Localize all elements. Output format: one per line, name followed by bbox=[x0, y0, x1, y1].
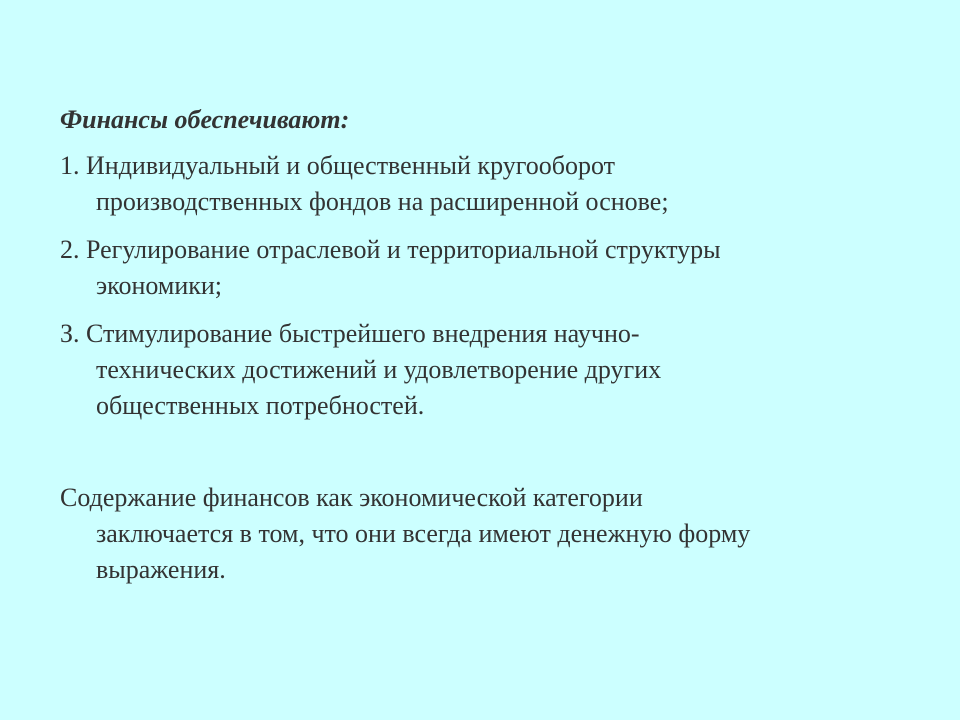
conclusion-line-1: Содержание финансов как экономической категории bbox=[60, 483, 643, 512]
list-item-2-line-2: экономики; bbox=[96, 271, 223, 300]
list-item-1-line-1: 1. Индивидуальный и общественный кругооборот bbox=[60, 151, 615, 180]
list-item-2 bbox=[60, 232, 920, 304]
list-item-1 bbox=[60, 148, 920, 220]
conclusion-line-2: заключается в том, что они всегда имеют денежную форму bbox=[96, 519, 751, 548]
list-item-3-line-1: З. Стимулирование быстрейшего внедрения научно- bbox=[60, 319, 640, 348]
conclusion-line-3: выражения. bbox=[96, 555, 226, 584]
list-item-1-line-2: производственных фондов на расширенной основе; bbox=[96, 187, 669, 216]
slide-heading: Финансы обеспечивают: bbox=[60, 105, 350, 134]
list-item-3 bbox=[60, 316, 920, 424]
list-item-3-line-3: общественных потребностей. bbox=[96, 391, 425, 420]
list-item-3-line-2: технических достижений и удовлетворение других bbox=[96, 355, 662, 384]
list-item-2-line-1: 2. Регулирование отраслевой и территориальной структуры bbox=[60, 235, 721, 264]
conclusion-paragraph bbox=[60, 480, 920, 588]
